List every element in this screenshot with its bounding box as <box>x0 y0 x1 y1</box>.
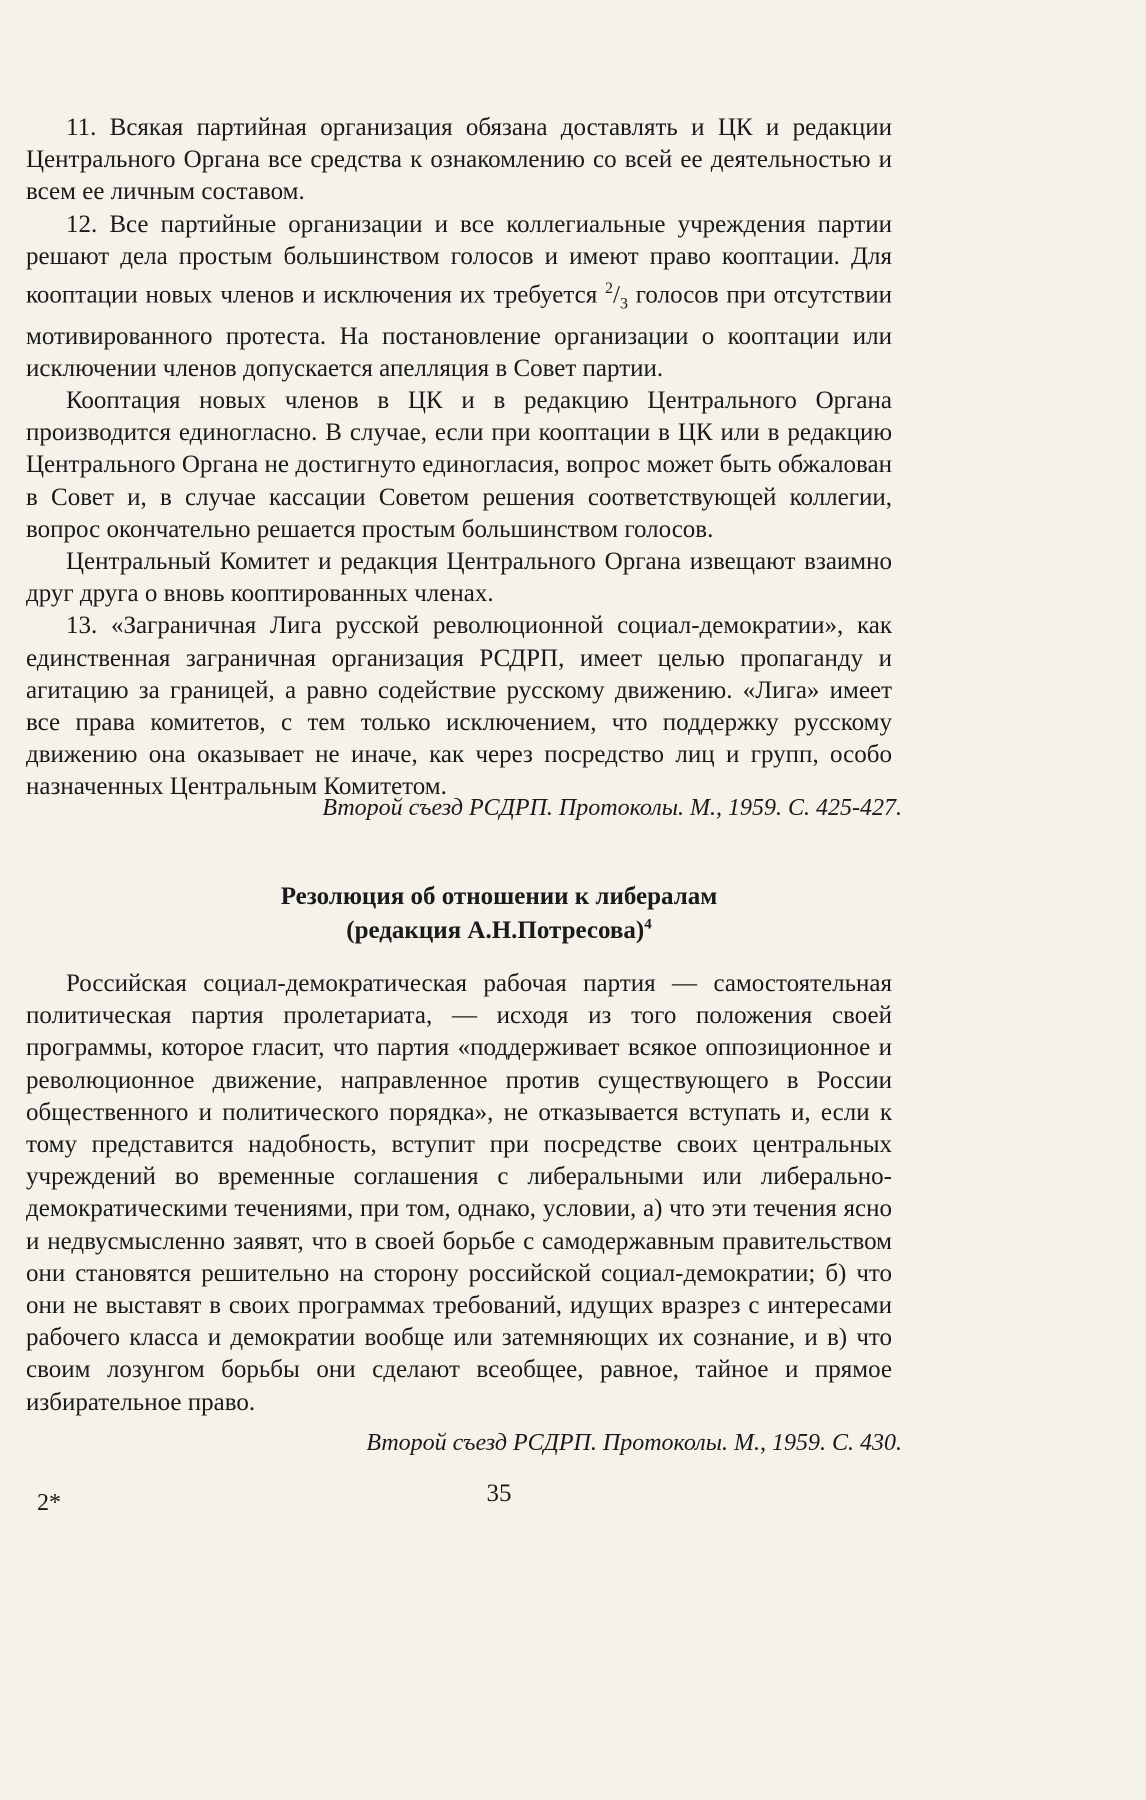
resolution-text-block <box>26 968 892 1419</box>
resolution-title-editor: (редакция А.Н.Потресова) <box>346 917 645 944</box>
resolution-title-line2 <box>0 914 998 947</box>
paragraph-12-prefix: 12. Все партийные организации и все коллегиальные учреждения партии решают дела простым большинством голосов и имеют право кооптации. Для кооптации новых членов и исключения их требуется <box>26 210 892 309</box>
fraction-numerator: 2 <box>605 280 614 298</box>
paragraph-notify: Центральный Комитет и редакция Центрального Органа извещают взаимно друг друга о вновь кооптированных членах. <box>26 547 892 608</box>
paragraph-cooptation: Кооптация новых членов в ЦК и в редакцию Центрального Органа производится единогласно. В случае, если при кооптации в ЦК или в редакцию Центрального Органа не достигнуто единогласия, вопрос может быть обжалован в Совет и, в случае кассации Советом решения соответствующей коллегии, вопрос окончательно решается простым большинством голосов. <box>26 386 892 543</box>
paragraph-12-suffix: голосов при отсутствии мотивированного протеста. На постановление организации о кооптации или исключении членов допускается апелляция в Совет партии. <box>26 281 892 382</box>
paragraph-12: 12. Все партийные организации и все коллегиальные учреждения партии решают дела простым большинством голосов и имеют право кооптации. Для кооптации новых членов и исключения их требуется $^2/_3$ голосов при отсутствии мотивированного протеста. На постановление организации о кооптации или исключении членов допускается апелляция в Совет партии. <box>26 210 892 382</box>
fraction-denominator: 3 <box>619 295 628 313</box>
source-citation-2: Второй съезд РСДРП. Протоколы. М., 1959. С. 430. <box>366 1430 902 1456</box>
paragraph-11: 11. Всякая партийная организация обязана доставлять и ЦК и редакции Центрального Органа все средства к ознакомлению со всей ее деятельностью и всем ее личным составом. <box>26 114 892 206</box>
source-citation-1: Второй съезд РСДРП. Протоколы. М., 1959. С. 425-427. <box>322 795 902 821</box>
resolution-title-line1: Резолюция об отношении к либералам <box>280 883 718 910</box>
page-number: 35 <box>486 1480 512 1507</box>
resolution-body: Российская социал-демократическая рабочая партия — самостоятельная политическая партия пролетариата, — исходя из того положения своей программы, которое гласит, что партия «поддерживает всякое оппозиционное и революционное движение, направленное против существующего в России общественного и политического порядка», не отказывается вступать и, если к тому представится надобность, вступит при посредстве своих центральных учреждений во временные соглашения с либеральными или либерально-демократическими течениями, при том, однако, условии, а) что эти течения ясно и недвусмысленно заявят, что в своей борьбе с самодержавным правительством они становятся решительно на сторону российской социал-демократии; б) что они не выставят в своих программах требований, идущих вразрез с интересами рабочего класса и демократии вообще или затемняющих их сознание, и в) что своим лозунгом борьбы они сделают всеобщее, равное, тайное и прямое избирательное право. <box>26 970 892 1416</box>
footnote-marker: 4 <box>644 916 652 933</box>
charter-text-block <box>26 112 892 804</box>
paragraph-13: 13. «Заграничная Лига русской революционной социал-демократии», как единственная заграничная организация РСДРП, имеет целью пропаганду и агитацию за границей, а равно содействие русскому движению. «Лига» имеет все права комитетов, с тем только исключением, что поддержку русскому движению она оказывает не иначе, как через посредство лиц и групп, особо назначенных Центральным Комитетом. <box>26 612 892 801</box>
signature-mark: 2* <box>37 1490 61 1516</box>
